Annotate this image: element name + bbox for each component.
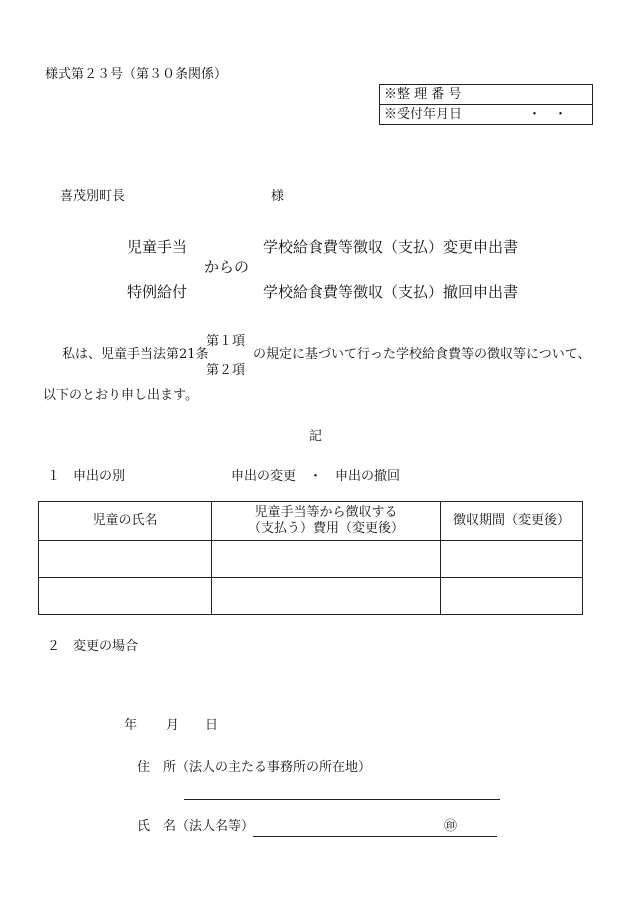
clause-paragraph-2: 第２項 [206, 363, 246, 378]
form-number: 様式第２３号（第３０条関係） [45, 67, 228, 82]
seal-mark: ㊞ [444, 819, 458, 834]
name-label: 氏 名（法人名等） [137, 819, 255, 834]
application-table [38, 501, 583, 615]
ref-number-row [380, 85, 592, 104]
section2-label: ２ 変更の場合 [47, 639, 139, 654]
date-day: 日 [205, 718, 219, 733]
section1-options: 申出の変更 ・ 申出の撤回 [231, 469, 401, 484]
received-date-row [380, 104, 592, 124]
title-from: からの [204, 258, 250, 276]
cost-cell[interactable] [212, 541, 441, 578]
title-withdrawal-request: 学校給食費等徴収（支払）撤回申出書 [263, 283, 519, 301]
table-header-row [39, 502, 583, 541]
header-child-name: 児童の氏名 [39, 502, 212, 541]
body-continuation: の規定に基づいて行った学校給食費等の徴収等について、 [253, 347, 591, 362]
table-row [39, 578, 583, 615]
ki-heading: 記 [309, 429, 323, 444]
address-signature-line[interactable] [184, 799, 500, 800]
period-cell[interactable] [441, 541, 583, 578]
received-date-dots: ・ ・ [528, 107, 568, 122]
title-change-request: 学校給食費等徴収（支払）変更申出書 [263, 238, 519, 256]
header-cost: 児童手当等から徴収する （支払う）費用（変更後） [212, 502, 441, 541]
period-cell[interactable] [441, 578, 583, 615]
addressee-honorific: 様 [271, 189, 285, 204]
addressee-name: 喜茂別町長 [60, 189, 126, 204]
child-name-cell[interactable] [39, 578, 212, 615]
body-line-2: 以下のとおり申し出ます。 [43, 388, 198, 403]
title-child-allowance: 児童手当 [127, 238, 188, 256]
date-year: 年 [124, 718, 138, 733]
clause-paragraph-1: 第１項 [206, 334, 246, 349]
office-use-box [379, 84, 593, 125]
table-row [39, 541, 583, 578]
cost-cell[interactable] [212, 578, 441, 615]
address-label: 住 所（法人の主たる事務所の所在地） [137, 760, 372, 775]
header-period: 徴収期間（変更後） [441, 502, 583, 541]
date-month: 月 [166, 718, 180, 733]
section1-label: １ 申出の別 [47, 469, 126, 484]
title-special-benefit: 特例給付 [127, 283, 188, 301]
child-name-cell[interactable] [39, 541, 212, 578]
name-signature-line[interactable] [253, 836, 497, 837]
ref-number-label: ※整 理 番 号 [384, 87, 462, 102]
body-intro: 私は、児童手当法第21条 [62, 347, 209, 362]
received-date-label: ※受付年月日 [384, 107, 463, 122]
